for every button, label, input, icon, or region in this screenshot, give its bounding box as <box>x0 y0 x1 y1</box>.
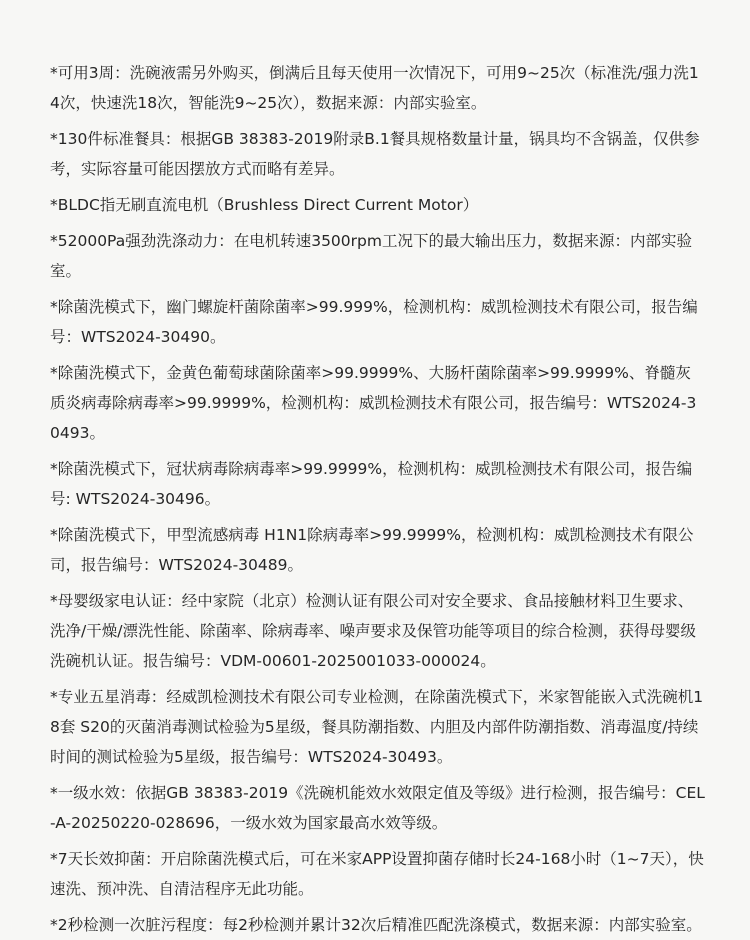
footnote-h-pylori: *除菌洗模式下，幽门螺旋杆菌除菌率>99.999%，检测机构：威凯检测技术有限公司，报告编号：WTS2024-30490。 <box>50 298 698 346</box>
footnote-staph-ecoli-polio: *除菌洗模式下，金黄色葡萄球菌除菌率>99.9999%、大肠杆菌除菌率>99.9999%、脊髓灰质炎病毒除病毒率>99.9999%，检测机构：威凯检测技术有限公司，报告编号：WTS2024-30493。 <box>50 364 697 442</box>
footnote-coronavirus: *除菌洗模式下，冠状病毒除病毒率>99.9999%，检测机构：威凯检测技术有限公司，报告编号: WTS2024-30496。 <box>50 460 693 508</box>
footnote-five-star-disinfection: *专业五星消毒：经威凯检测技术有限公司专业检测，在除菌洗模式下，米家智能嵌入式洗碗机18套 S20的灭菌消毒测试检验为5星级，餐具防潮指数、内胆及内部件防潮指数、消毒温度/持续时间的测试检验为5星级，报告编号：WTS2024-30493。 <box>50 688 704 766</box>
footnote-maternal-certification: *母婴级家电认证：经中家院（北京）检测认证有限公司对安全要求、食品接触材料卫生要求、洗净/干燥/漂洗性能、除菌率、除病毒率、噪声要求及保管功能等项目的综合检测，获得母婴级洗碗机认证。报告编号：VDM-00601-2025001033-000024。 <box>50 592 696 670</box>
footnote-bldc: *BLDC指无刷直流电机（Brushless Direct Current Motor） <box>50 196 479 214</box>
footnote-7-day-antibacterial: *7天长效抑菌：开启除菌洗模式后，可在米家APP设置抑菌存储时长24-168小时（1~7天），快速洗、预冲洗、自清洁程序无此功能。 <box>50 850 704 898</box>
footnote-52000pa: *52000Pa强劲洗涤动力：在电机转速3500rpm工况下的最大输出压力，数据来源：内部实验室。 <box>50 232 692 280</box>
footnote-130-pieces: *130件标准餐具：根据GB 38383-2019附录B.1餐具规格数量计量，锅具均不含锅盖，仅供参考，实际容量可能因摆放方式而略有差异。 <box>50 130 700 178</box>
footnote-water-efficiency: *一级水效：依据GB 38383-2019《洗碗机能效水效限定值及等级》进行检测，报告编号：CEL-A-20250220-028696，一级水效为国家最高水效等级。 <box>50 784 705 832</box>
footnote-list <box>50 58 706 940</box>
footnote-usage-3-weeks: *可用3周：洗碗液需另外购买，倒满后且每天使用一次情况下，可用9~25次（标准洗/强力洗14次，快速洗18次，智能洗9~25次），数据来源：内部实验室。 <box>50 64 699 112</box>
footnote-2-second-detection: *2秒检测一次脏污程度：每2秒检测并累计32次后精准匹配洗涤模式，数据来源：内部实验室。 <box>50 916 702 934</box>
footnote-h1n1: *除菌洗模式下，甲型流感病毒 H1N1除病毒率>99.9999%，检测机构：威凯检测技术有限公司，报告编号：WTS2024-30489。 <box>50 526 694 574</box>
